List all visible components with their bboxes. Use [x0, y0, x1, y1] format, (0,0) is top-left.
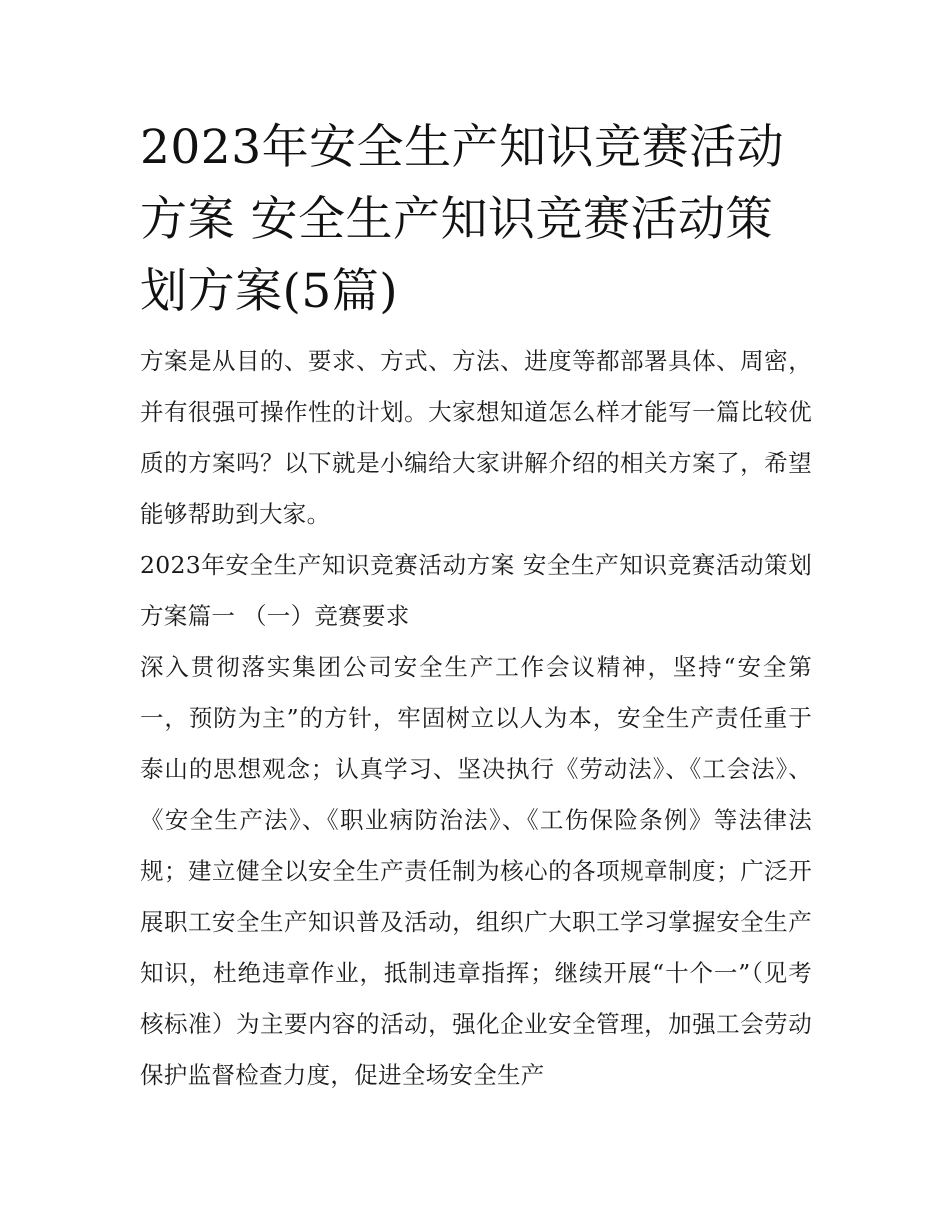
section-heading: 2023年安全生产知识竞赛活动方案 安全生产知识竞赛活动策划方案篇一 （一）竞赛要求 [140, 551, 812, 630]
body-paragraph: 深入贯彻落实集团公司安全生产工作会议精神，坚持“安全第一，预防为主”的方针，牢固树立以人为本，安全生产责任重于泰山的思想观念；认真学习、坚决执行《劳动法》、《工会法》、《安全生产法》、《职业病防治法》、《工伤保险条例》等法律法规；建立健全以安全生产责任制为核心的各项规章制度；广泛开展职工安全生产知识普及活动，组织广大职工学习掌握安全生产知识，杜绝违章作业，抵制违章指挥；继续开展“十个一”（见考核标准）为主要内容的活动，强化企业安全管理，加强工会劳动保护监督检查力度，促进全场安全生产 [140, 653, 812, 1089]
document-title: 2023年安全生产知识竞赛活动方案 安全生产知识竞赛活动策划方案(5篇) [140, 120, 785, 319]
intro-paragraph: 方案是从目的、要求、方式、方法、进度等都部署具体、周密，并有很强可操作性的计划。大家想知道怎么样才能写一篇比较优质的方案吗？以下就是小编给大家讲解介绍的相关方案了，希望能够帮助到大家。 [140, 347, 812, 528]
document-page [140, 112, 812, 1101]
